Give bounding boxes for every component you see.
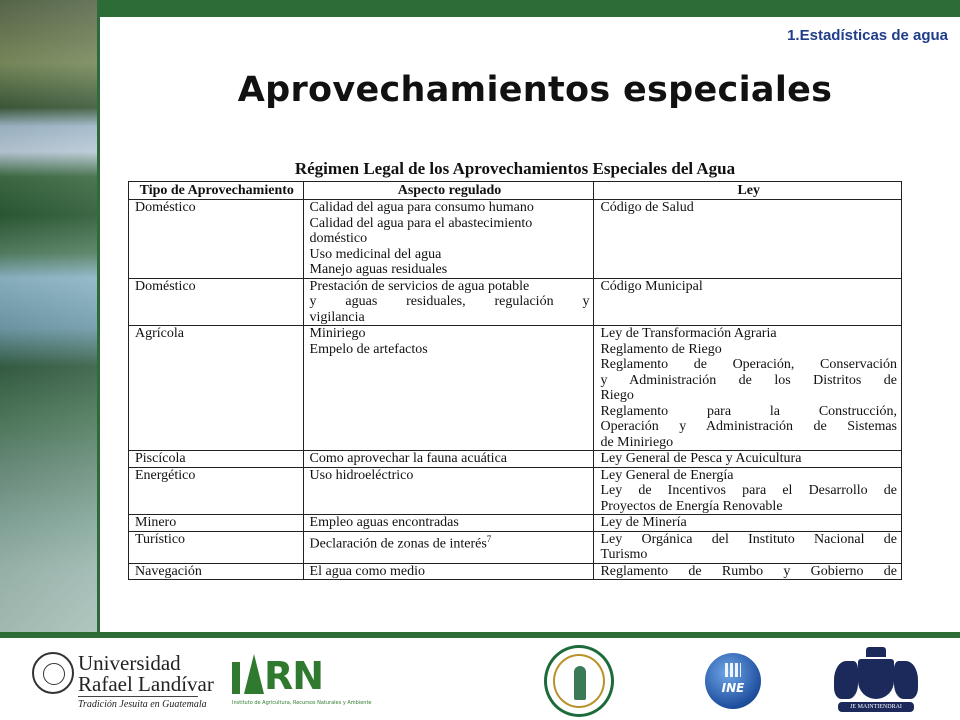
- aspecto-line: [310, 451, 590, 467]
- table-row: [129, 200, 902, 279]
- table-header-row: [129, 182, 902, 200]
- cell-tipo: Turístico: [129, 531, 304, 563]
- lion-left-icon: [834, 661, 858, 699]
- cell-tipo: Navegación: [129, 563, 304, 580]
- header-aspecto: Aspecto regulado: [303, 182, 594, 200]
- cell-ley: [594, 326, 902, 451]
- banco-de-guatemala-logo: [544, 645, 614, 717]
- ley-line-text: Riego: [600, 388, 634, 403]
- aspecto-line-text: Calidad del agua para consumo humano: [309, 200, 534, 215]
- aspecto-line: [310, 532, 590, 552]
- photo-shade: [0, 0, 97, 632]
- cell-aspecto: [303, 531, 594, 563]
- ley-line: [600, 373, 897, 389]
- ley-line: [600, 404, 897, 420]
- ley-line: [600, 326, 897, 342]
- iarna-subtitle: Instituto de Agricultura, Recursos Naturales y Ambiente: [232, 700, 372, 706]
- table-row: [129, 515, 902, 532]
- aspecto-line-text: Uso hidroeléctrico: [309, 467, 414, 483]
- ley-line-text: Ley Orgánica del Instituto Nacional de: [600, 531, 897, 547]
- cell-aspecto: [303, 515, 594, 532]
- url-divider: [78, 696, 198, 697]
- page-title: Aprovechamientos especiales: [237, 70, 833, 110]
- ley-line-text: Ley de Minería: [600, 515, 687, 530]
- ley-line: [600, 357, 897, 373]
- cell-aspecto: [303, 326, 594, 451]
- ley-line-text: Ley General de Pesca y Acuicultura: [600, 451, 802, 466]
- cell-tipo: Agrícola: [129, 326, 304, 451]
- section-label: 1.Estadísticas de agua: [787, 27, 948, 44]
- aspecto-line: [310, 342, 590, 358]
- aspecto-line-text: Declaración de zonas de interés: [309, 536, 487, 552]
- ley-line: [600, 547, 897, 563]
- table-row: [129, 326, 902, 451]
- iarna-letters: RN: [264, 654, 324, 698]
- url-tagline: Tradición Jesuita en Guatemala: [78, 699, 207, 710]
- cell-ley: [594, 515, 902, 532]
- cell-ley: [594, 531, 902, 563]
- url-seal-icon: [32, 652, 74, 694]
- cell-aspecto: [303, 467, 594, 515]
- ley-line: [600, 499, 897, 515]
- cell-tipo: Minero: [129, 515, 304, 532]
- ley-line-text: Ley de Incentivos para el Desarrollo de: [600, 483, 897, 498]
- ley-line: [600, 435, 897, 451]
- ley-line: [600, 419, 897, 435]
- cell-tipo: Piscícola: [129, 451, 304, 468]
- aspecto-line-text: Uso medicinal del agua: [309, 246, 442, 262]
- table-row: [129, 278, 902, 326]
- aspecto-line-text: El agua como medio: [309, 563, 426, 579]
- aspecto-line-text: doméstico: [309, 231, 368, 246]
- ley-line: [600, 515, 897, 531]
- quetzal-figure-icon: [574, 666, 586, 700]
- cell-aspecto: [303, 451, 594, 468]
- legal-regime-table: [128, 181, 902, 580]
- vertical-white-bar: [100, 0, 102, 632]
- ley-line-text: Código de Salud: [600, 200, 694, 215]
- ine-text: INE: [721, 681, 745, 695]
- iarna-logo: [232, 652, 372, 712]
- aspecto-line-text: Empleo aguas encontradas: [309, 515, 459, 530]
- ley-line-text: Reglamento de Operación, Conservación: [600, 357, 897, 372]
- aspecto-line: [310, 231, 590, 247]
- aspecto-line: [310, 279, 590, 295]
- cell-tipo: Energético: [129, 467, 304, 515]
- ley-line: [600, 279, 897, 295]
- ley-line-text: Reglamento para la Construcción,: [600, 403, 897, 419]
- universidad-rafael-landivar-logo: [32, 651, 214, 713]
- aspecto-line: [310, 262, 590, 278]
- ley-line: [600, 451, 897, 467]
- ley-line: [600, 200, 897, 216]
- aspecto-line: [310, 310, 590, 326]
- cell-aspecto: [303, 563, 594, 580]
- ley-line-text: Reglamento de Rumbo y Gobierno de: [600, 563, 897, 579]
- aspecto-line: [310, 468, 590, 484]
- nl-motto: JE MAINTIENDRAI: [838, 702, 914, 712]
- aspecto-line: [310, 515, 590, 531]
- cell-tipo: Doméstico: [129, 278, 304, 326]
- aspecto-line-text: Manejo aguas residuales: [309, 262, 448, 277]
- bottom-green-bar: [0, 632, 960, 638]
- aspecto-line-text: Como aprovechar la fauna acuática: [309, 451, 507, 466]
- ley-line: [600, 564, 897, 580]
- cell-ley: [594, 451, 902, 468]
- aspecto-line: [310, 200, 590, 216]
- crown-icon: [866, 647, 886, 657]
- ley-line: [600, 342, 897, 358]
- legal-regime-table-image: [127, 157, 903, 620]
- top-green-bar: [100, 0, 960, 17]
- cell-ley: [594, 278, 902, 326]
- lion-right-icon: [894, 661, 918, 699]
- ley-line-text: Código Municipal: [600, 278, 703, 294]
- url-name-line1: Universidad: [78, 651, 181, 675]
- aspecto-line-text: Calidad del agua para el abastecimiento: [309, 215, 533, 231]
- ley-line-text: Reglamento de Riego: [600, 341, 722, 357]
- aspecto-line-text: Miniriego: [309, 326, 366, 341]
- tree-icon: [244, 654, 264, 694]
- ley-line: [600, 532, 897, 548]
- aspecto-line-text: Empelo de artefactos: [309, 341, 428, 357]
- aspecto-line-text: y aguas residuales, regulación y: [309, 294, 590, 309]
- table-row: [129, 531, 902, 563]
- url-name-line2: Rafael Landívar: [78, 672, 214, 696]
- shield-icon: [858, 659, 894, 699]
- aspecto-line-text: Prestación de servicios de agua potable: [309, 278, 530, 294]
- header-tipo: Tipo de Aprovechamiento: [129, 182, 304, 200]
- ley-line-text: y Administración de los Distritos de: [600, 372, 897, 388]
- iarna-i-bar: [232, 662, 240, 694]
- table-row: [129, 563, 902, 580]
- bar-chart-icon: [725, 663, 741, 677]
- ley-line: [600, 388, 897, 404]
- cell-ley: [594, 467, 902, 515]
- ley-line-text: Operación y Administración de Sistemas: [600, 419, 897, 434]
- cell-ley: [594, 563, 902, 580]
- netherlands-coat-of-arms-logo: [828, 647, 924, 715]
- ley-line-text: Turismo: [600, 547, 648, 562]
- table-row: [129, 451, 902, 468]
- aspecto-line: [310, 247, 590, 263]
- cell-aspecto: [303, 200, 594, 279]
- ley-line-text: Proyectos de Energía Renovable: [600, 498, 783, 514]
- ley-line-text: de Miniriego: [600, 434, 674, 450]
- cell-tipo: Doméstico: [129, 200, 304, 279]
- ley-line-text: Ley de Transformación Agraria: [600, 326, 777, 341]
- footnote-marker: 7: [486, 533, 492, 544]
- table-caption: Régimen Legal de los Aprovechamientos Especiales del Agua: [294, 159, 736, 178]
- ley-line-text: Ley General de Energía: [600, 467, 734, 483]
- ley-line: [600, 483, 897, 499]
- left-photo-strip: [0, 0, 97, 632]
- aspecto-line-text: vigilancia: [309, 309, 365, 325]
- header-ley: Ley: [594, 182, 902, 200]
- table-row: [129, 467, 902, 515]
- ine-logo: [705, 653, 761, 709]
- aspecto-line: [310, 216, 590, 232]
- aspecto-line: [310, 326, 590, 342]
- ley-line: [600, 468, 897, 484]
- cell-ley: [594, 200, 902, 279]
- aspecto-line: [310, 294, 590, 310]
- cell-aspecto: [303, 278, 594, 326]
- aspecto-line: [310, 564, 590, 580]
